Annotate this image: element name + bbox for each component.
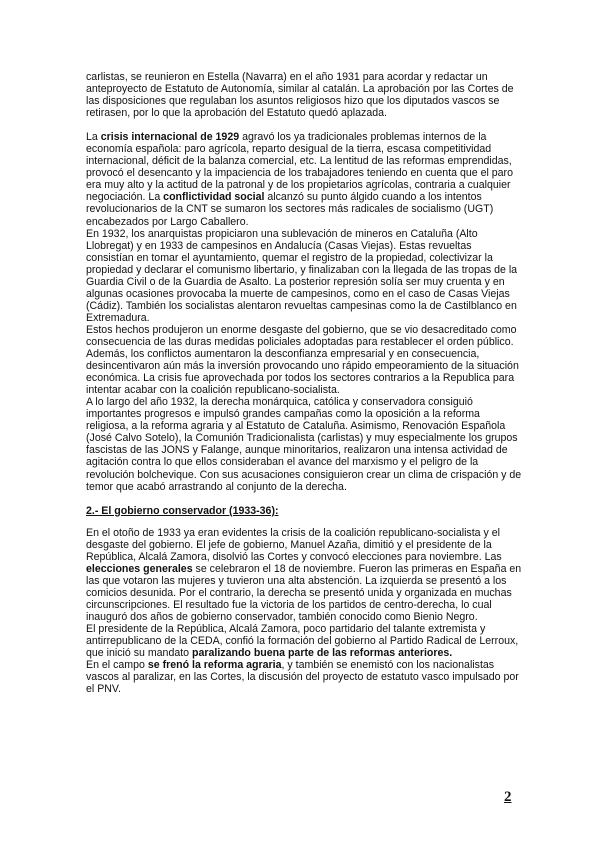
page-number: 2	[504, 789, 512, 805]
text-run: El presidente de la República, Alcalá Zamora, poco partidario del talante extremista y antirrepublicano de la CEDA, confió la formación del gobierno al Partido Radical de Lerroux, que inició su mandato	[86, 623, 519, 660]
spacer	[86, 517, 522, 527]
section-heading: 2.- El gobierno conservador (1933-36):	[86, 504, 279, 517]
bold-conflictividad-social: conflictividad social	[163, 191, 265, 204]
paragraph-desgaste-gobierno: Estos hechos produjeron un enorme desgaste del gobierno, que se vio desacreditado como consecuencia de las duras medidas policiales adoptadas para restablecer el orden público. Además, los conflictos aumentaron la desconfianza empresarial y en consecuencia, desincentivaron aún más la inversión provocando uno rápido empeoramiento de la situación económica. La crisis fue aprovechada por todos los sectores contrarios a la Republica para intentar acabar con la coalición republicano-socialista.	[86, 323, 519, 397]
paragraph-alcala-zamora	[86, 623, 522, 659]
bold-freno-reforma-agraria: se frenó la reforma agraria	[147, 659, 282, 672]
text-run: se celebraron el 18 de noviembre. Fueron las primeras en España en las que votaron las mujeres y tuvieron una alta abstención. La izquierda se presentó a los comicios desunida. Por el contrario, la derecha se presentó unida y organizada en muchas circunscripciones. El resultado fue la victoria de los partidos de centro-derecha, lo cual inauguró dos años de gobierno conservador, también conocido como Bienio Negro.	[86, 562, 522, 623]
bold-elecciones-generales: elecciones generales	[86, 562, 193, 575]
paragraph-anarquistas: En 1932, los anarquistas propiciaron una sublevación de mineros en Cataluña (Alto Llobregat) y en 1933 de campesinos en Andalucía (Casas Viejas). Estas revueltas consistían en tomar el ayuntamiento, quemar el registro de la propiedad, colectivizar la propiedad y declarar el comunismo libertario, y finalizaban con la llegada de las tropas de la Guardia Civil o de la Guardia de Asalto. La posterior represión solía ser muy cruenta y en algunas ocasiones provocaba la muerte de campesinos, como en el caso de Casas Viejas (Cádiz). También los socialistas alentaron revueltas campesinas como la de Castilblanco en Extremadura.	[86, 227, 518, 324]
bold-paralizando-reformas: paralizando buena parte de las reformas anteriores.	[192, 647, 453, 660]
paragraph-estatuto-vasco: carlistas, se reunieron en Estella (Navarra) en el año 1931 para acordar y redactar un anteproyecto de Estatuto de Autonomía, similar al catalán. La aprobación por las Cortes de las disposiciones que regulaban los asuntos religiosos hizo que los diputados vascos se retirasen, por lo que la aprobación del Estatuto quedó aplazada.	[86, 71, 514, 120]
page-body	[86, 71, 522, 695]
text-run: , y también se enemistó con los nacionalistas vascos al paralizar, en las Cortes, la discusión del proyecto de estatuto vasco impulsado por el PNV.	[86, 659, 519, 696]
paragraph-derecha-1932: A lo largo del año 1932, la derecha monárquica, católica y conservadora consiguió importantes progresos e impulsó grandes campañas como la oposición a la reforma religiosa, a la reforma agraria y al Estatuto de Cataluña. Asimismo, Renovación Española (José Calvo Sotelo), la Comunión Tradicionalista (carlistas) y muy especialmente los grupos fascistas de las JONS y Falange, aunque minoritarios, realizaron una intensa actividad de agitación contra lo que ellos consideraban el avance del marxismo y el peligro de la revolución bolchevique. Con sus acusaciones consiguieron crear un clima de crispación y de temor que acabó arrastrando al conjunto de la derecha.	[86, 396, 522, 493]
paragraph-elecciones	[86, 527, 522, 623]
text-run: En el otoño de 1933 ya eran evidentes la crisis de la coalición republicano-socialista y el desgaste del gobierno. El jefe de gobierno, Manuel Azaña, dimitió y el presidente de la República, Alcalá Zamora, disolvió las Cortes y convocó elecciones para noviembre. Las	[86, 526, 502, 563]
spacer	[86, 493, 522, 505]
text-run: alcanzó su punto álgido cuando a los intentos revolucionarios de la CNT se sumaron los sectores más radicales de socialismo (UGT) encabezados por Largo Caballero.	[86, 191, 494, 228]
bold-crisis-internacional: crisis internacional de 1929	[100, 131, 240, 144]
spacer	[86, 119, 522, 131]
text-run: agravó los ya tradicionales problemas internos de la economía española: paro agrícola, reparto desigual de la tierra, escasa competitividad internacional, déficit de la balanza comercial, etc. La lentitud de las reformas emprendidas, provocó el desencanto y la impaciencia de los trabajadores teniendo en cuenta que el paro era muy alto y la actitud de la patronal y de los propietarios agrícolas, contraria a cualquier negociación. La	[86, 131, 513, 204]
paragraph-reforma-agraria	[86, 659, 522, 695]
paragraph-crisis-1929	[86, 131, 522, 227]
text-run: En el campo	[86, 659, 148, 672]
text-run: La	[86, 131, 101, 144]
